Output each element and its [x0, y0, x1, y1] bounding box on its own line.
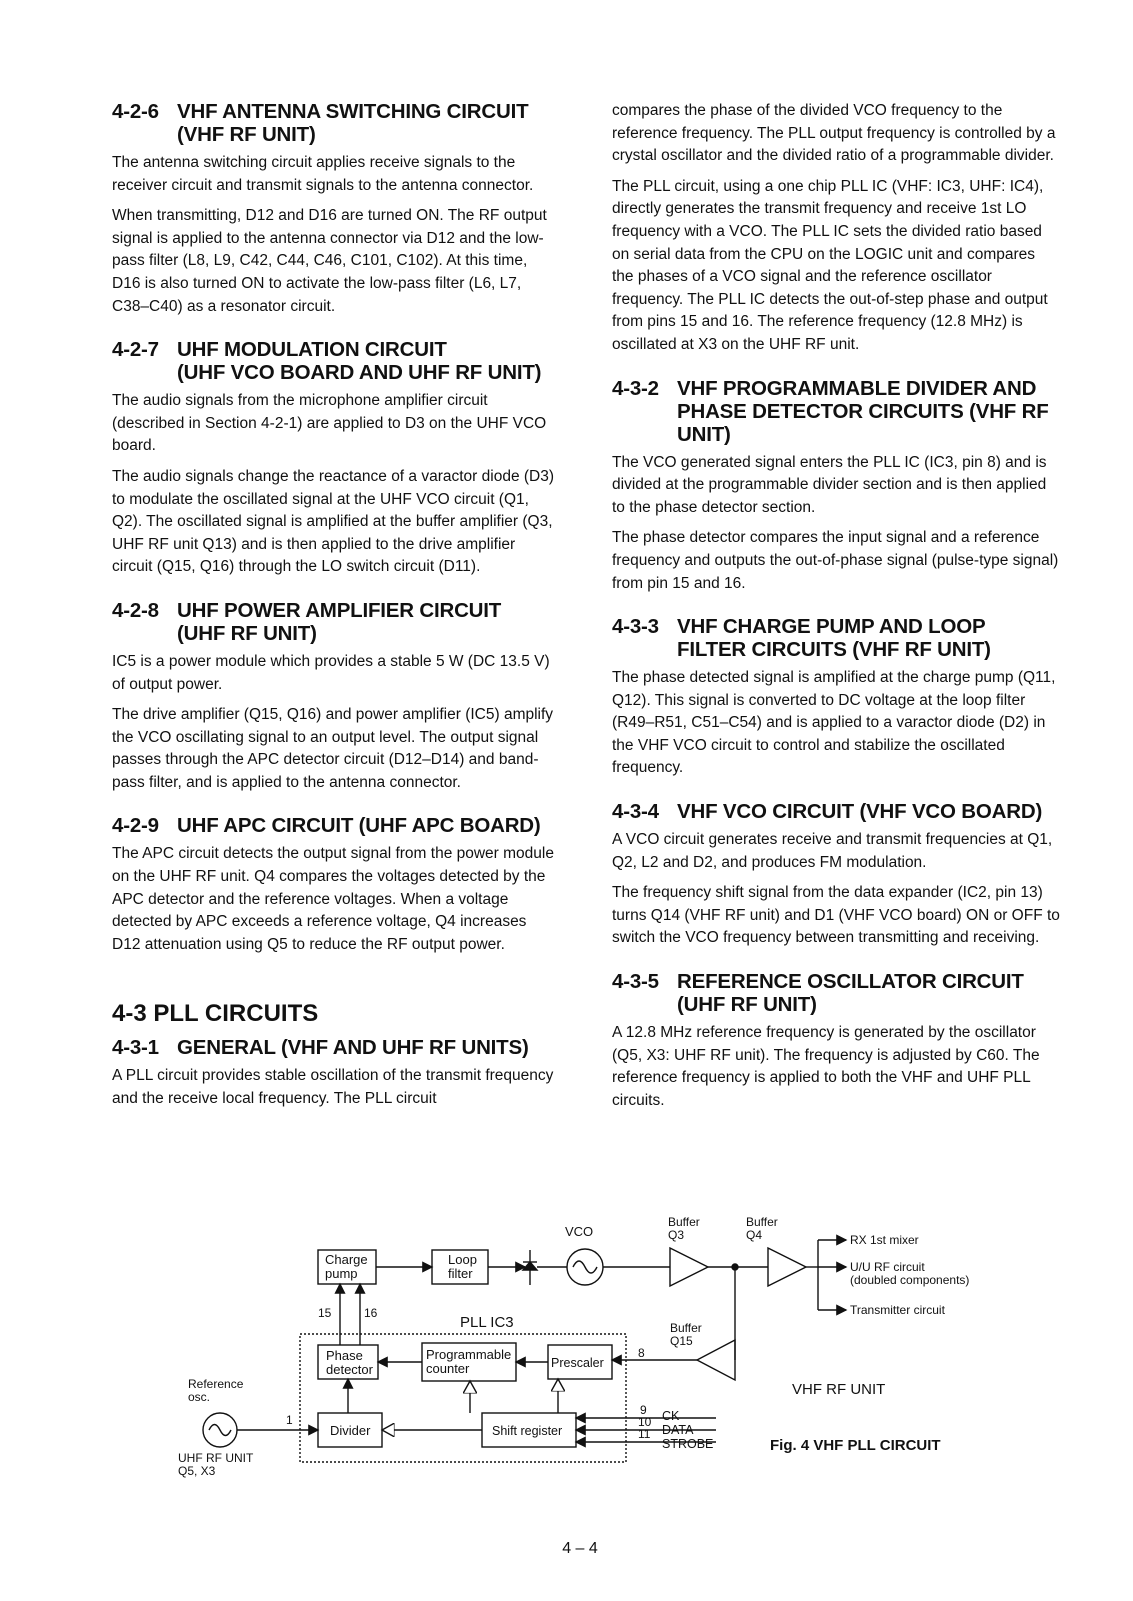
section-heading: 4-3-1 GENERAL (VHF AND UHF RF UNITS) — [112, 1036, 529, 1060]
buffer-q3-label-1: Buffer — [668, 1215, 700, 1229]
pin-10: 10 — [638, 1415, 652, 1429]
charge-pump-label-1: Charge — [325, 1252, 368, 1267]
right-column — [612, 100, 1060, 1132]
buffer-q4-label-2: Q4 — [746, 1228, 763, 1242]
signal-strobe: STROBE — [662, 1437, 714, 1451]
buffer-q15-label-2: Q15 — [670, 1334, 693, 1348]
loop-filter-label-1: Loop — [448, 1252, 477, 1267]
charge-pump-label-2: pump — [325, 1266, 358, 1281]
section-heading: 4-3-3 VHF CHARGE PUMP AND LOOP FILTER CIRCUITS (VHF RF UNIT) — [612, 615, 991, 662]
section-4-3-4 — [612, 800, 1060, 950]
paragraph: The frequency shift signal from the data expander (IC2, pin 13) turns Q14 (VHF RF unit) and D1 (VHF VCO board) ON or OFF to switch the VCO frequency between transmitting and receiving. — [612, 884, 1060, 947]
pin-16: 16 — [364, 1306, 378, 1320]
output-doubled: (doubled components) — [850, 1273, 970, 1287]
paragraph: The PLL circuit, using a one chip PLL IC (VHF: IC3, UHF: IC4), directly generates the transmit frequency and receive 1st LO frequency with a VCO. The PLL IC sets the divided ratio based on serial data from the CPU on the LOGIC unit and compares the phases of a VCO signal and the reference oscillator frequency. The PLL IC detects the out-of-step phase and output from pins 15 and 16. The reference frequency (12.8 MHz) is oscillated at X3 on the UHF RF unit. — [612, 177, 1048, 353]
pin-11: 11 — [638, 1427, 651, 1441]
section-heading: 4-3-4 VHF VCO CIRCUIT (VHF VCO BOARD) — [612, 800, 1043, 824]
paragraph: The APC circuit detects the output signal from the power module on the UHF RF unit. Q4 compares the voltages detected by the APC detector and the reference voltages. When a voltage detected by APC exceeds a reference voltage, Q4 increases D12 attenuation using Q5 to reduce the RF output power. — [112, 845, 554, 953]
paragraph: When transmitting, D12 and D16 are turned ON. The RF output signal is applied to the antenna connector via D12 and the low-pass filter (L8, L9, C42, C44, C46, C101, C102). At this time, D16 is also turned ON to activate the low-pass filter (L6, L7, C38–C40) as a resonator circuit. — [112, 207, 547, 315]
paragraph: A PLL circuit provides stable oscillation of the transmit frequency and the receive local frequency. The PLL circuit — [112, 1067, 554, 1108]
pin-1: 1 — [286, 1413, 293, 1427]
output-transmitter: Transmitter circuit — [850, 1303, 945, 1317]
section-heading: 4-3-2 VHF PROGRAMMABLE DIVIDER AND PHASE DETECTOR CIRCUITS (VHF RF UNIT) — [612, 376, 1049, 446]
vco-label: VCO — [565, 1224, 594, 1239]
left-column — [112, 100, 558, 1131]
section-4-2-9 — [112, 814, 558, 956]
section-4-3-1 — [112, 1036, 558, 1110]
output-rx-mixer: RX 1st mixer — [850, 1233, 919, 1247]
paragraph: The VCO generated signal enters the PLL IC (IC3, pin 8) and is divided at the programmable divider section and is then applied to the phase detector section. — [612, 453, 1047, 516]
pll-block-diagram — [170, 1210, 1010, 1500]
pll-ic-label: PLL IC3 — [460, 1314, 514, 1331]
paragraph: A VCO circuit generates receive and transmit frequencies at Q1, Q2, L2 and D2, and produces FM modulation. — [612, 831, 1053, 871]
pin-9: 9 — [640, 1403, 647, 1417]
signal-ck: CK — [662, 1409, 680, 1423]
divider-label: Divider — [330, 1423, 371, 1438]
prescaler-label: Prescaler — [551, 1356, 604, 1370]
section-4-3-2 — [612, 377, 1060, 596]
figure-caption: Fig. 4 VHF PLL CIRCUIT — [770, 1437, 941, 1454]
section-continued — [612, 100, 1060, 357]
buffer-q4-label-1: Buffer — [746, 1215, 778, 1229]
vhf-rf-unit-label: VHF RF UNIT — [792, 1381, 886, 1398]
section-4-3-5 — [612, 970, 1060, 1112]
uhf-rf-unit-label-2: Q5, X3 — [178, 1464, 216, 1478]
paragraph: IC5 is a power module which provides a stable 5 W (DC 13.5 V) of output power. — [112, 652, 550, 693]
shift-register-label: Shift register — [492, 1424, 563, 1438]
buffer-q15 — [697, 1340, 735, 1380]
page-number: 4 – 4 — [562, 1540, 598, 1557]
signal-data: DATA — [662, 1423, 694, 1437]
section-heading: 4-2-7 UHF MODULATION CIRCUIT (UHF VCO BOARD AND UHF RF UNIT) — [112, 338, 542, 385]
paragraph: The drive amplifier (Q15, Q16) and power amplifier (IC5) amplify the VCO oscillating signal to an output level. The output signal passes through the APC detector circuit (D12–D14) and band-pass filter, and is applied to the antenna connector. — [112, 706, 554, 791]
programmable-counter-label-1: Programmable — [426, 1347, 512, 1362]
buffer-q3-label-2: Q3 — [668, 1228, 685, 1242]
reference-osc-label-2: osc. — [188, 1390, 211, 1404]
section-heading: 4-2-9 UHF APC CIRCUIT (UHF APC BOARD) — [112, 814, 541, 838]
buffer-q15-label-1: Buffer — [670, 1321, 702, 1335]
reference-osc-label-1: Reference — [188, 1377, 244, 1391]
paragraph: The audio signals change the reactance of a varactor diode (D3) to modulate the oscillated signal at the UHF VCO circuit (Q1, Q2). The oscillated signal is amplified at the buffer amplifier (Q3, UHF RF unit Q13) and is then applied to the drive amplifier circuit (Q15, Q16) through the LO switch circuit (D11). — [112, 467, 555, 576]
section-heading: 4-3-5 REFERENCE OSCILLATOR CIRCUIT (UHF RF UNIT) — [612, 970, 1024, 1017]
pin-15: 15 — [318, 1306, 332, 1320]
phase-detector-label-2: detector — [326, 1362, 373, 1377]
output-uu-rf: U/U RF circuit — [850, 1260, 925, 1274]
paragraph: The phase detector compares the input signal and a reference frequency and outputs the out-of-phase signal (pulse-type signal) from pin 15 and 16. — [612, 529, 1059, 592]
phase-detector-label-1: Phase — [326, 1348, 363, 1363]
paragraph: The antenna switching circuit applies receive signals to the receiver circuit and transmit signals to the antenna connector. — [112, 154, 534, 194]
buffer-q4 — [768, 1248, 806, 1286]
loop-filter-label-2: filter — [448, 1266, 473, 1281]
buffer-q3 — [670, 1248, 708, 1286]
paragraph: compares the phase of the divided VCO frequency to the reference frequency. The PLL output frequency is controlled by a crystal oscillator and the divided ratio of a programmable divider. — [612, 102, 1056, 165]
pll-circuit-figure — [170, 1210, 1010, 1500]
section-4-2-7 — [112, 338, 558, 579]
section-heading: 4-2-8 UHF POWER AMPLIFIER CIRCUIT (UHF RF UNIT) — [112, 598, 502, 645]
pin-8: 8 — [638, 1346, 645, 1360]
paragraph: The audio signals from the microphone amplifier circuit (described in Section 4-2-1) are applied to D3 on the UHF VCO board. — [112, 392, 547, 455]
paragraph: A 12.8 MHz reference frequency is generated by the oscillator (Q5, X3: UHF RF unit). The frequency is adjusted by C60. The reference frequency is applied to both the VHF and UHF PLL circuits. — [612, 1024, 1040, 1109]
section-heading: 4-2-6 VHF ANTENNA SWITCHING CIRCUIT (VHF RF UNIT) — [112, 100, 529, 146]
programmable-counter-label-2: counter — [426, 1361, 470, 1376]
uhf-rf-unit-label-1: UHF RF UNIT — [178, 1451, 254, 1465]
paragraph: The phase detected signal is amplified at the charge pump (Q11, Q12). This signal is converted to DC voltage at the loop filter (R49–R51, C51–C54) and is applied to a varactor diode (D2) in the VHF VCO circuit to control and stabilize the oscillated frequency. — [612, 669, 1056, 777]
section-4-2-8 — [112, 599, 558, 795]
section-4-3-3 — [612, 615, 1060, 780]
section-4-2-6 — [112, 100, 558, 318]
chapter-title: 4-3 PLL CIRCUITS — [112, 1000, 319, 1028]
